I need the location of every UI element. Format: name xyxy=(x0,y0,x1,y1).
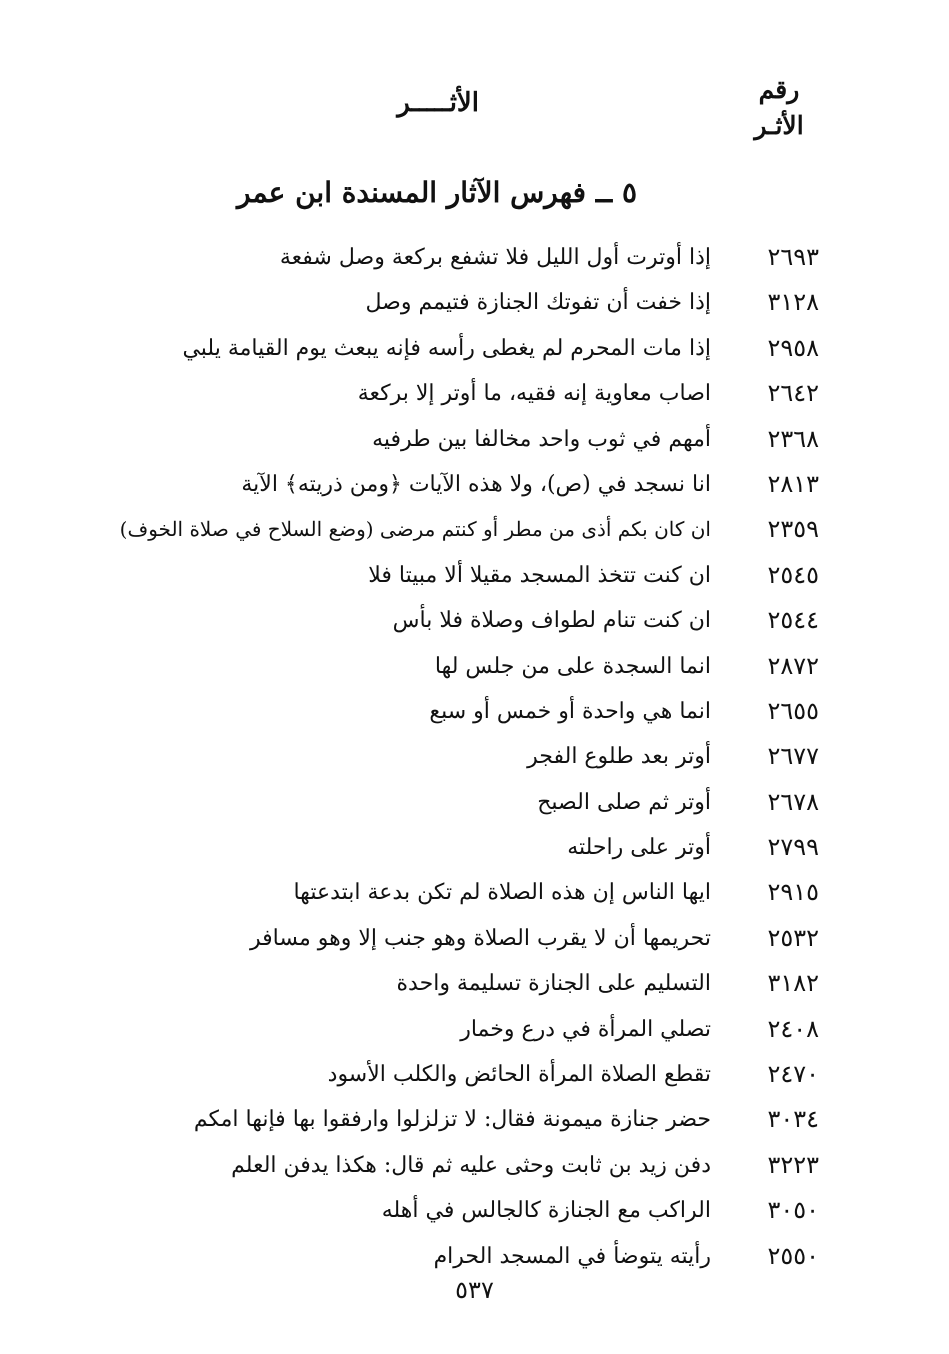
entry-text: أوتر بعد طلوع الفجر xyxy=(527,744,711,770)
list-item xyxy=(0,235,949,280)
number-column-header-line2: الأثـر xyxy=(754,111,804,140)
entry-number: ٣١٢٨ xyxy=(767,288,819,317)
list-item xyxy=(0,417,949,462)
entry-text: ان كنت تتخذ المسجد مقيلا ألا مبيتا فلا xyxy=(368,562,711,588)
entry-number: ٢٥٤٤ xyxy=(767,606,819,635)
list-item xyxy=(0,280,949,325)
entry-text: إذا خفت أن تفوتك الجنازة فتيمم وصل xyxy=(365,290,711,316)
entry-number: ٢٧٩٩ xyxy=(767,833,819,862)
entry-number: ٢٩١٥ xyxy=(767,878,819,907)
list-item xyxy=(0,1007,949,1052)
entry-text: انما السجدة على من جلس لها xyxy=(434,653,711,679)
entry-text: رأيته يتوضأ في المسجد الحرام xyxy=(433,1243,711,1269)
list-item xyxy=(0,1143,949,1188)
section-title: ٥ ــ فهرس الآثار المسندة ابن عمر xyxy=(237,176,637,209)
number-column-header-line1: رقم xyxy=(758,75,800,104)
entry-number: ٣٢٢٣ xyxy=(767,1150,819,1179)
entry-number: ٢٣٦٨ xyxy=(767,424,819,453)
list-item xyxy=(0,1188,949,1233)
list-item xyxy=(0,553,949,598)
entry-number: ٢٩٥٨ xyxy=(767,333,819,362)
list-item xyxy=(0,780,949,825)
entry-text: تحريمها أن لا يقرب الصلاة وهو جنب إلا وهو مسافر xyxy=(249,925,711,951)
entry-number: ٢٣٥٩ xyxy=(767,515,819,544)
entry-number: ٢٥٥٠ xyxy=(767,1241,819,1270)
list-item xyxy=(0,961,949,1006)
list-item xyxy=(0,916,949,961)
entry-number: ٢٦٧٧ xyxy=(767,742,819,771)
entry-text: ان كنت تنام لطواف وصلاة فلا بأس xyxy=(392,608,711,634)
entry-number: ٢٦٩٣ xyxy=(767,243,819,271)
list-item xyxy=(0,825,949,870)
entry-number: ٣١٨٢ xyxy=(767,969,819,998)
entry-text: أمهم في ثوب واحد مخالفا بين طرفيه xyxy=(372,426,711,452)
entry-text: تقطع الصلاة المرأة الحائض والكلب الأسود xyxy=(327,1062,711,1088)
list-item xyxy=(0,462,949,507)
entry-text: حضر جنازة ميمونة فقال: لا تزلزلوا وارفقوا بها فإنها امكم xyxy=(193,1107,711,1133)
entry-text: ان كان بكم أذى من مطر أو كنتم مرضى (وضع السلاح في صلاة الخوف) xyxy=(119,517,711,542)
number-column-header xyxy=(744,72,814,144)
list-item xyxy=(0,1052,949,1097)
entry-number: ٢٦٥٥ xyxy=(767,696,819,725)
entry-text: الراكب مع الجنازة كالجالس في أهله xyxy=(381,1198,711,1224)
list-item xyxy=(0,1234,949,1279)
list-item xyxy=(0,1097,949,1142)
entry-text: التسليم على الجنازة تسليمة واحدة xyxy=(396,971,711,997)
list-item xyxy=(0,598,949,643)
entry-number: ٢٨٧٢ xyxy=(767,651,819,680)
entry-number: ٢٥٣٢ xyxy=(767,923,819,952)
entry-number: ٣٠٥٠ xyxy=(767,1196,819,1225)
list-item xyxy=(0,870,949,915)
entry-text: أوتر ثم صلى الصبح xyxy=(537,789,711,815)
entry-number: ٢٨١٣ xyxy=(767,469,819,498)
list-item xyxy=(0,507,949,552)
entry-text: إذا أوترت أول الليل فلا تشفع بركعة وصل شفعة xyxy=(279,245,711,270)
text-column-header: الأثـــــر xyxy=(397,88,479,118)
entry-text: أوتر على راحلته xyxy=(567,835,711,861)
entry-text: دفن زيد بن ثابت وحثى عليه ثم قال: هكذا يدفن العلم xyxy=(231,1152,711,1178)
entry-text: اصاب معاوية إنه فقيه، ما أوتر إلا بركعة xyxy=(357,381,711,407)
entry-text: إذا مات المحرم لم يغطى رأسه فإنه يبعث يوم القيامة يلبي xyxy=(182,335,711,361)
entry-number: ٢٤٠٨ xyxy=(767,1014,819,1043)
entry-text: ايها الناس إن هذه الصلاة لم تكن بدعة ابتدعتها xyxy=(293,880,711,906)
list-item xyxy=(0,734,949,779)
list-item xyxy=(0,371,949,416)
entry-text: تصلي المرأة في درع وخمار xyxy=(460,1016,711,1042)
entry-number: ٢٥٤٥ xyxy=(767,560,819,589)
entry-number: ٣٠٣٤ xyxy=(767,1105,819,1134)
entry-number: ٢٤٧٠ xyxy=(767,1060,819,1089)
list-item xyxy=(0,689,949,734)
page-number: ٥٣٧ xyxy=(455,1276,494,1304)
list-item xyxy=(0,326,949,371)
entry-text: انا نسجد في (ص)، ولا هذه الآيات ﴿ومن ذريته﴾ الآية xyxy=(241,471,711,497)
entry-number: ٢٦٧٨ xyxy=(767,787,819,816)
entry-number: ٢٦٤٢ xyxy=(767,379,819,408)
list-item xyxy=(0,644,949,689)
entry-text: انما هي واحدة أو خمس أو سبع xyxy=(429,698,711,724)
entries-list xyxy=(0,235,949,1279)
